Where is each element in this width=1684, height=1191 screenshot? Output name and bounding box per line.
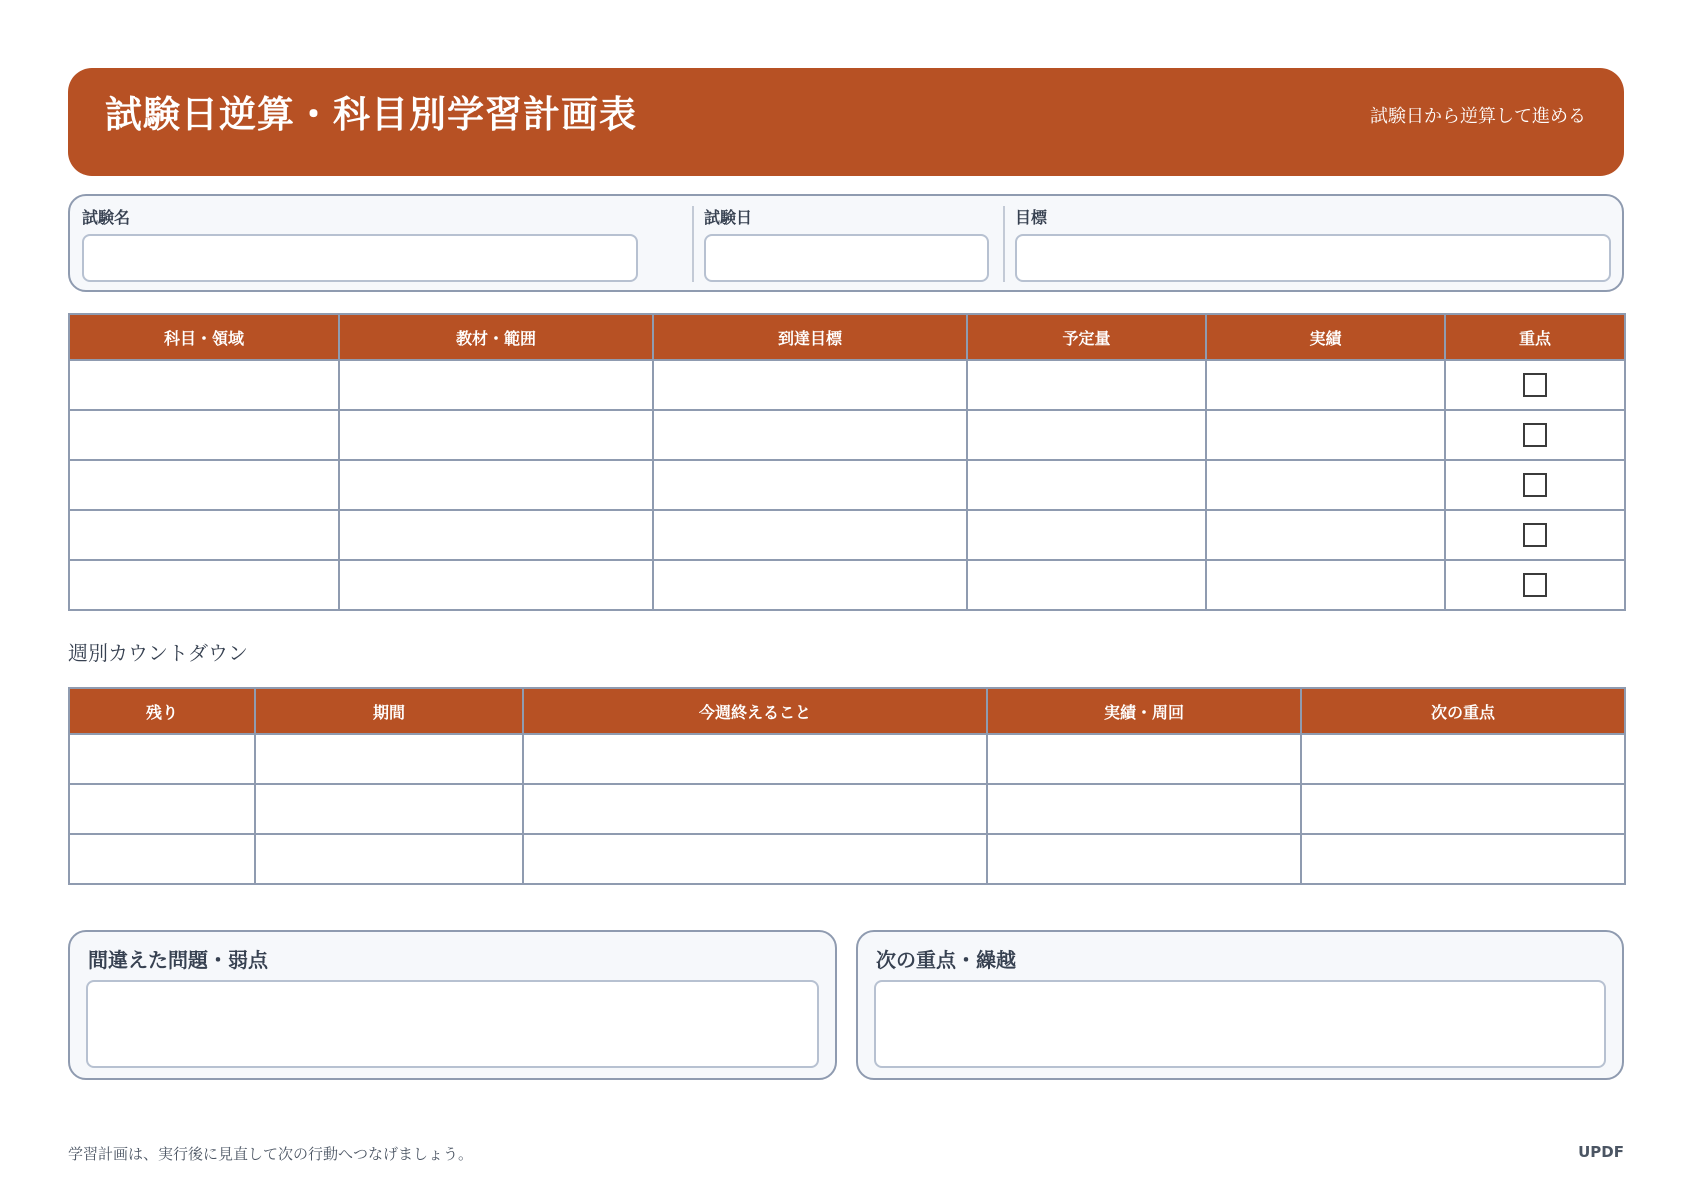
table-cell[interactable]	[69, 784, 255, 834]
table-cell[interactable]	[1206, 510, 1445, 560]
table-cell[interactable]	[653, 460, 967, 510]
table-header-row	[69, 314, 1625, 360]
table-cell[interactable]	[967, 560, 1206, 610]
table-cell[interactable]	[653, 410, 967, 460]
next-focus-textarea[interactable]	[874, 980, 1606, 1068]
column-header-priority: 重点	[1445, 314, 1625, 360]
table-cell[interactable]	[523, 784, 987, 834]
table-cell[interactable]	[1206, 460, 1445, 510]
table-cell[interactable]	[255, 734, 523, 784]
table-cell[interactable]	[987, 834, 1301, 884]
priority-checkbox[interactable]	[1523, 523, 1547, 547]
column-header-results: 実績・周回	[987, 688, 1301, 734]
table-cell[interactable]	[1301, 784, 1625, 834]
priority-checkbox[interactable]	[1523, 473, 1547, 497]
table-cell[interactable]	[523, 734, 987, 784]
exam-date-label: 試験日	[704, 208, 753, 227]
exam-name-input[interactable]	[82, 234, 638, 282]
table-cell[interactable]	[339, 360, 653, 410]
table-cell[interactable]	[255, 834, 523, 884]
field-divider	[1003, 206, 1005, 282]
column-header-next-focus: 次の重点	[1301, 688, 1625, 734]
column-header-remaining: 残り	[69, 688, 255, 734]
table-cell[interactable]	[523, 834, 987, 884]
table-cell[interactable]	[339, 560, 653, 610]
mistakes-textarea[interactable]	[86, 980, 819, 1068]
table-cell[interactable]	[967, 510, 1206, 560]
priority-cell	[1445, 560, 1625, 610]
table-row	[69, 784, 1625, 834]
table-cell[interactable]	[255, 784, 523, 834]
table-cell[interactable]	[653, 560, 967, 610]
table-row	[69, 510, 1625, 560]
exam-name-field-group	[82, 206, 638, 282]
weekly-countdown-table	[68, 687, 1626, 885]
next-focus-panel	[856, 930, 1624, 1080]
table-cell[interactable]	[69, 360, 339, 410]
priority-cell	[1445, 360, 1625, 410]
field-divider	[692, 206, 694, 282]
table-cell[interactable]	[339, 510, 653, 560]
goal-input[interactable]	[1015, 234, 1611, 282]
priority-checkbox[interactable]	[1523, 423, 1547, 447]
column-header-material: 教材・範囲	[339, 314, 653, 360]
table-cell[interactable]	[69, 510, 339, 560]
table-row	[69, 834, 1625, 884]
table-row	[69, 734, 1625, 784]
goal-field-group	[1015, 206, 1611, 282]
page-title: 試験日逆算・科目別学習計画表	[105, 93, 637, 136]
table-cell[interactable]	[339, 410, 653, 460]
goal-label: 目標	[1015, 208, 1048, 227]
exam-date-field-group	[704, 206, 989, 282]
footer-brand: UPDF	[1578, 1143, 1624, 1161]
table-cell[interactable]	[69, 460, 339, 510]
priority-cell	[1445, 460, 1625, 510]
table-cell[interactable]	[69, 834, 255, 884]
table-cell[interactable]	[1301, 734, 1625, 784]
table-cell[interactable]	[987, 734, 1301, 784]
table-cell[interactable]	[1206, 560, 1445, 610]
table-cell[interactable]	[1301, 834, 1625, 884]
table-row	[69, 410, 1625, 460]
column-header-this-week: 今週終えること	[523, 688, 987, 734]
table-cell[interactable]	[967, 410, 1206, 460]
table-cell[interactable]	[987, 784, 1301, 834]
mistakes-panel	[68, 930, 837, 1080]
mistakes-label: 間違えた問題・弱点	[88, 948, 268, 972]
exam-info-panel	[68, 194, 1624, 292]
page-subtitle: 試験日から逆算して進める	[1370, 106, 1586, 127]
column-header-subject: 科目・領域	[69, 314, 339, 360]
table-row	[69, 360, 1625, 410]
table-cell[interactable]	[339, 460, 653, 510]
table-header-row	[69, 688, 1625, 734]
footer-note: 学習計画は、実行後に見直して次の行動へつなげましょう。	[68, 1145, 474, 1163]
priority-cell	[1445, 410, 1625, 460]
subject-plan-table	[68, 313, 1626, 611]
table-cell[interactable]	[69, 560, 339, 610]
table-cell[interactable]	[69, 410, 339, 460]
table-cell[interactable]	[653, 360, 967, 410]
table-cell[interactable]	[967, 360, 1206, 410]
exam-name-label: 試験名	[82, 208, 131, 227]
priority-cell	[1445, 510, 1625, 560]
weekly-section-title: 週別カウントダウン	[68, 641, 248, 665]
exam-date-input[interactable]	[704, 234, 989, 282]
table-cell[interactable]	[1206, 360, 1445, 410]
table-row	[69, 460, 1625, 510]
table-cell[interactable]	[967, 460, 1206, 510]
column-header-period: 期間	[255, 688, 523, 734]
table-row	[69, 560, 1625, 610]
column-header-target: 到達目標	[653, 314, 967, 360]
table-cell[interactable]	[653, 510, 967, 560]
table-cell[interactable]	[69, 734, 255, 784]
column-header-actual: 実績	[1206, 314, 1445, 360]
priority-checkbox[interactable]	[1523, 573, 1547, 597]
column-header-planned: 予定量	[967, 314, 1206, 360]
table-cell[interactable]	[1206, 410, 1445, 460]
priority-checkbox[interactable]	[1523, 373, 1547, 397]
page-header	[68, 68, 1624, 176]
next-focus-label: 次の重点・繰越	[876, 948, 1016, 972]
